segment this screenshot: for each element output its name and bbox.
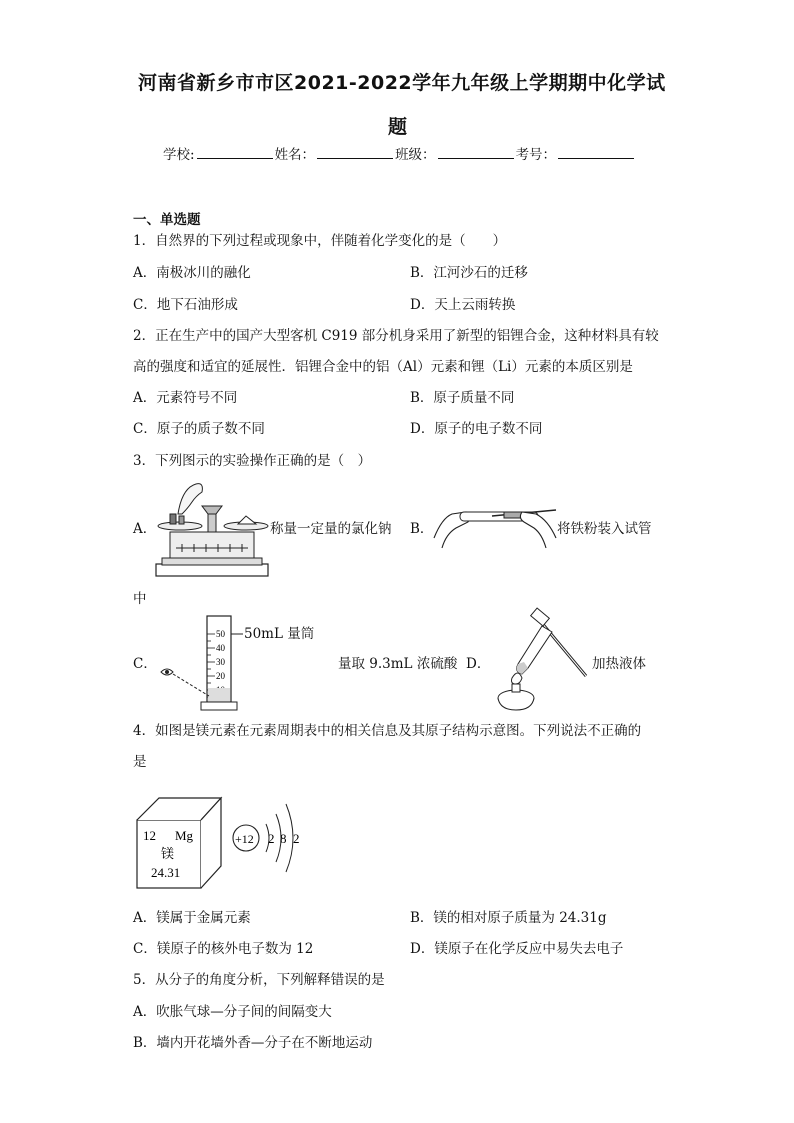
q3-option-c-text: 量取 9.3mL 浓硫酸 xyxy=(338,656,458,672)
q3-option-d-text: 加热液体 xyxy=(592,656,646,672)
heating-liquid-figure xyxy=(488,606,592,714)
q4-stem-line1: 4．如图是镁元素在元素周期表中的相关信息及其原子结构示意图。下列说法不正确的 xyxy=(133,723,642,739)
class-label: 班级： xyxy=(395,147,436,163)
scale-50: 50 xyxy=(216,629,225,639)
q1-option-d: D．天上云雨转换 xyxy=(410,297,516,313)
q2-option-c: C．原子的质子数不同 xyxy=(133,421,265,437)
atomic-number: 12 xyxy=(143,828,156,843)
q5-option-b: B．墙内开花墙外香—分子在不断地运动 xyxy=(133,1035,373,1051)
q3-option-b-label: B． xyxy=(410,521,434,537)
q2-option-d: D．原子的电子数不同 xyxy=(410,421,543,437)
q3-option-c-label: C． xyxy=(133,656,157,672)
school-blank xyxy=(197,146,273,159)
q3-stem: 3．下列图示的实验操作正确的是（ ） xyxy=(133,453,372,469)
class-blank xyxy=(438,146,514,159)
element-symbol: Mg xyxy=(175,828,194,843)
q2-stem-line2: 高的强度和适宜的延展性．铝锂合金中的铝（Al）元素和锂（Li）元素的本质区别是 xyxy=(133,359,633,375)
q1-option-b: B．江河沙石的迁移 xyxy=(410,265,528,281)
cylinder-label: 50mL 量筒 xyxy=(244,626,315,642)
scale-20: 20 xyxy=(216,671,225,681)
scale-30: 30 xyxy=(216,657,225,667)
q3-option-b-text: 将铁粉装入试管 xyxy=(557,521,652,537)
q2-stem-line1: 2．正在生产中的国产大型客机 C919 部分机身采用了新型的铝锂合金，这种材料具有较 xyxy=(133,328,659,344)
shell-1: 2 xyxy=(268,831,275,846)
q5-stem: 5．从分子的角度分析，下列解释错误的是 xyxy=(133,972,385,988)
student-info-line xyxy=(163,146,636,164)
page-title-cont: 题 xyxy=(388,116,408,138)
name-label: 姓名： xyxy=(274,147,316,163)
number-label: 考号： xyxy=(515,147,557,163)
q1-option-a: A．南极冰川的融化 xyxy=(133,265,251,281)
q4-option-b: B．镁的相对原子质量为 24.31g xyxy=(410,910,607,926)
q2-option-a: A．元素符号不同 xyxy=(133,390,238,406)
q4-option-a: A．镁属于金属元素 xyxy=(133,910,251,926)
q2-option-b: B．原子质量不同 xyxy=(410,390,515,406)
balance-scale-figure xyxy=(152,478,272,582)
q3-option-a-label: A． xyxy=(133,521,157,537)
q3-option-a-text: 称量一定量的氯化钠 xyxy=(270,521,392,537)
name-blank xyxy=(317,146,393,159)
element-name: 镁 xyxy=(161,846,175,861)
atom-structure-diagram xyxy=(230,794,310,884)
school-label: 学校: xyxy=(163,147,195,163)
shell-2: 8 xyxy=(280,831,287,846)
q1-option-c: C．地下石油形成 xyxy=(133,297,238,313)
shell-3: 2 xyxy=(293,831,300,846)
scale-40: 40 xyxy=(216,643,225,653)
q4-option-d: D．镁原子在化学反应中易失去电子 xyxy=(410,941,624,957)
page-title: 河南省新乡市市区2021-2022学年九年级上学期期中化学试 xyxy=(138,72,666,94)
number-blank xyxy=(558,146,634,159)
q4-option-c: C．镁原子的核外电子数为 12 xyxy=(133,941,314,957)
atomic-mass: 24.31 xyxy=(151,865,181,880)
q4-stem-line2: 是 xyxy=(133,754,147,770)
q3-option-d-label: D． xyxy=(466,656,491,672)
q5-option-a: A．吹胀气球—分子间的间隔变大 xyxy=(133,1004,332,1020)
periodic-element-cube xyxy=(135,792,225,892)
q3-option-b-text-cont: 中 xyxy=(133,591,147,607)
test-tube-hands-figure xyxy=(432,498,558,550)
nucleus-charge: +12 xyxy=(235,832,254,846)
section-title: 一、单选题 xyxy=(133,212,201,228)
q1-stem: 1．自然界的下列过程或现象中，伴随着化学变化的是（ ） xyxy=(133,233,507,249)
